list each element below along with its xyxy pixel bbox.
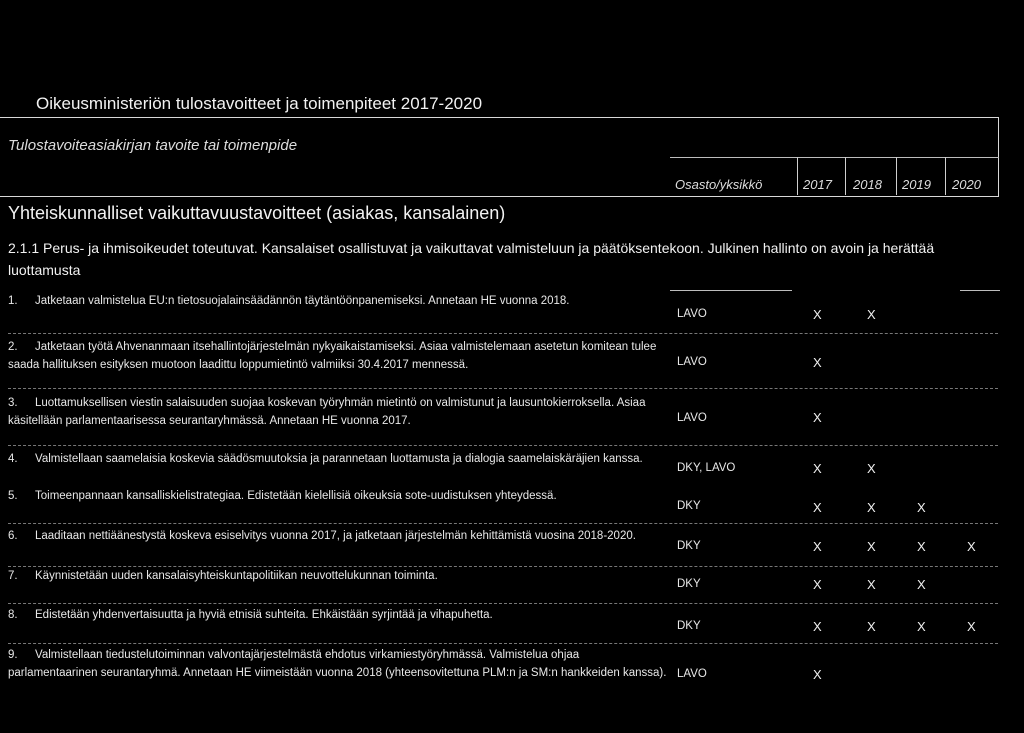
year-mark: X <box>867 539 876 554</box>
row-number: 3. <box>8 397 18 409</box>
table-row <box>8 527 668 545</box>
row-description: Luottamuksellisen viestin salaisuuden suojaa koskevan työryhmän mietintö on valmistunut ja lausuntokierroksella. Asiaa käsitellään parlamentaarisessa seurantaryhmässä. Annetaan HE vuonna 2017. <box>8 397 646 427</box>
year-column-header: 2017 <box>803 177 832 192</box>
row-number: 8. <box>8 609 18 621</box>
goal-heading: 2.1.1 Perus- ja ihmisoikeudet toteutuvat. Kansalaiset osallistuvat ja vaikuttavat valmisteluun ja päätöksentekoon. Julkinen hallinto on avoin ja herättää luottamusta <box>8 240 935 278</box>
year-mark: X <box>917 500 926 515</box>
row-description: Jatketaan työtä Ahvenanmaan itsehallintojärjestelmän nykyaikaistamiseksi. Asiaa valmistelemaan asetetun komitean tulee saada hallituksen esityksen muotoon laadittu loppumietintö valmiiksi 30.4.2017 mennessä. <box>8 341 657 371</box>
row-unit: LAVO <box>677 356 707 368</box>
row-description: Käynnistetään uuden kansalaisyhteiskuntapolitiikan neuvottelukunnan toiminta. <box>35 570 438 582</box>
row-unit: LAVO <box>677 308 707 320</box>
year-mark: X <box>917 619 926 634</box>
year-mark: X <box>813 577 822 592</box>
row-unit: DKY <box>677 620 701 632</box>
row-divider <box>8 603 998 605</box>
header-divider <box>670 157 999 158</box>
row-unit: DKY <box>677 578 701 590</box>
table-row <box>8 646 668 682</box>
row-unit: DKY <box>677 540 701 552</box>
row-divider <box>960 290 1000 291</box>
section-title: Yhteiskunnalliset vaikuttavuustavoitteet (asiakas, kansalainen) <box>8 203 506 223</box>
table-row <box>8 450 668 468</box>
document-title: Oikeusministeriön tulostavoitteet ja toimenpiteet 2017-2020 <box>36 94 483 113</box>
column-divider <box>797 157 798 195</box>
table-row <box>8 606 668 624</box>
table-row <box>8 292 668 310</box>
row-divider <box>670 290 792 291</box>
year-mark: X <box>967 539 976 554</box>
row-description: Toimeenpannaan kansalliskielistrategiaa. Edistetään kielellisiä oikeuksia sote-uudistuksen yhteydessä. <box>35 490 557 502</box>
year-mark: X <box>967 619 976 634</box>
row-unit: DKY, LAVO <box>677 462 736 474</box>
year-mark: X <box>867 577 876 592</box>
year-mark: X <box>813 539 822 554</box>
year-mark: X <box>917 539 926 554</box>
table-row <box>8 487 668 505</box>
row-number: 5. <box>8 490 18 502</box>
year-column-header: 2020 <box>952 177 981 192</box>
row-divider <box>8 388 998 390</box>
year-mark: X <box>813 355 822 370</box>
table-header-subtitle: Tulostavoiteasiakirjan tavoite tai toimenpide <box>8 137 298 154</box>
row-unit: LAVO <box>677 412 707 424</box>
row-description: Valmistellaan saamelaisia koskevia säädösmuutoksia ja parannetaan luottamusta ja dialogia saamelaiskäräjien kanssa. <box>35 453 643 465</box>
row-number: 9. <box>8 649 18 661</box>
row-number: 1. <box>8 295 18 307</box>
row-number: 2. <box>8 341 18 353</box>
year-mark: X <box>813 500 822 515</box>
year-mark: X <box>813 461 822 476</box>
row-number: 7. <box>8 570 18 582</box>
year-mark: X <box>867 500 876 515</box>
row-number: 4. <box>8 453 18 465</box>
year-mark: X <box>867 307 876 322</box>
row-description: Edistetään yhdenvertaisuutta ja hyviä etnisiä suhteita. Ehkäistään syrjintää ja vihapuhetta. <box>35 609 493 621</box>
row-description: Jatketaan valmistelua EU:n tietosuojalainsäädännön täytäntöönpanemiseksi. Annetaan HE vuonna 2018. <box>35 295 570 307</box>
table-row <box>8 338 668 374</box>
table-row <box>8 567 668 585</box>
year-mark: X <box>867 461 876 476</box>
column-divider <box>896 157 897 195</box>
row-divider <box>8 445 998 447</box>
year-mark: X <box>917 577 926 592</box>
row-number: 6. <box>8 530 18 542</box>
row-divider <box>8 643 998 645</box>
column-divider <box>845 157 846 195</box>
year-mark: X <box>813 667 822 682</box>
row-divider <box>8 333 998 335</box>
year-mark: X <box>813 307 822 322</box>
year-mark: X <box>813 410 822 425</box>
unit-column-header: Osasto/yksikkö <box>675 177 763 192</box>
year-column-header: 2019 <box>902 177 931 192</box>
table-row <box>8 394 668 430</box>
column-divider <box>945 157 946 195</box>
row-description: Valmistellaan tiedustelutoiminnan valvontajärjestelmästä ehdotus virkamiestyöryhmässä. Valmistelua ohjaa parlamentaarinen seurantaryhmä. Annetaan HE viimeistään vuonna 2018 (yhteensovitettuna PLM:n ja SM:n hankkeiden kanssa). <box>8 649 667 679</box>
year-mark: X <box>813 619 822 634</box>
year-column-header: 2018 <box>853 177 882 192</box>
row-description: Laaditaan nettiäänestystä koskeva esiselvitys vuonna 2017, ja jatketaan järjestelmän kehittämistä vuosina 2018-2020. <box>35 530 636 542</box>
row-unit: LAVO <box>677 668 707 680</box>
row-unit: DKY <box>677 500 701 512</box>
row-divider <box>8 523 998 525</box>
year-mark: X <box>867 619 876 634</box>
